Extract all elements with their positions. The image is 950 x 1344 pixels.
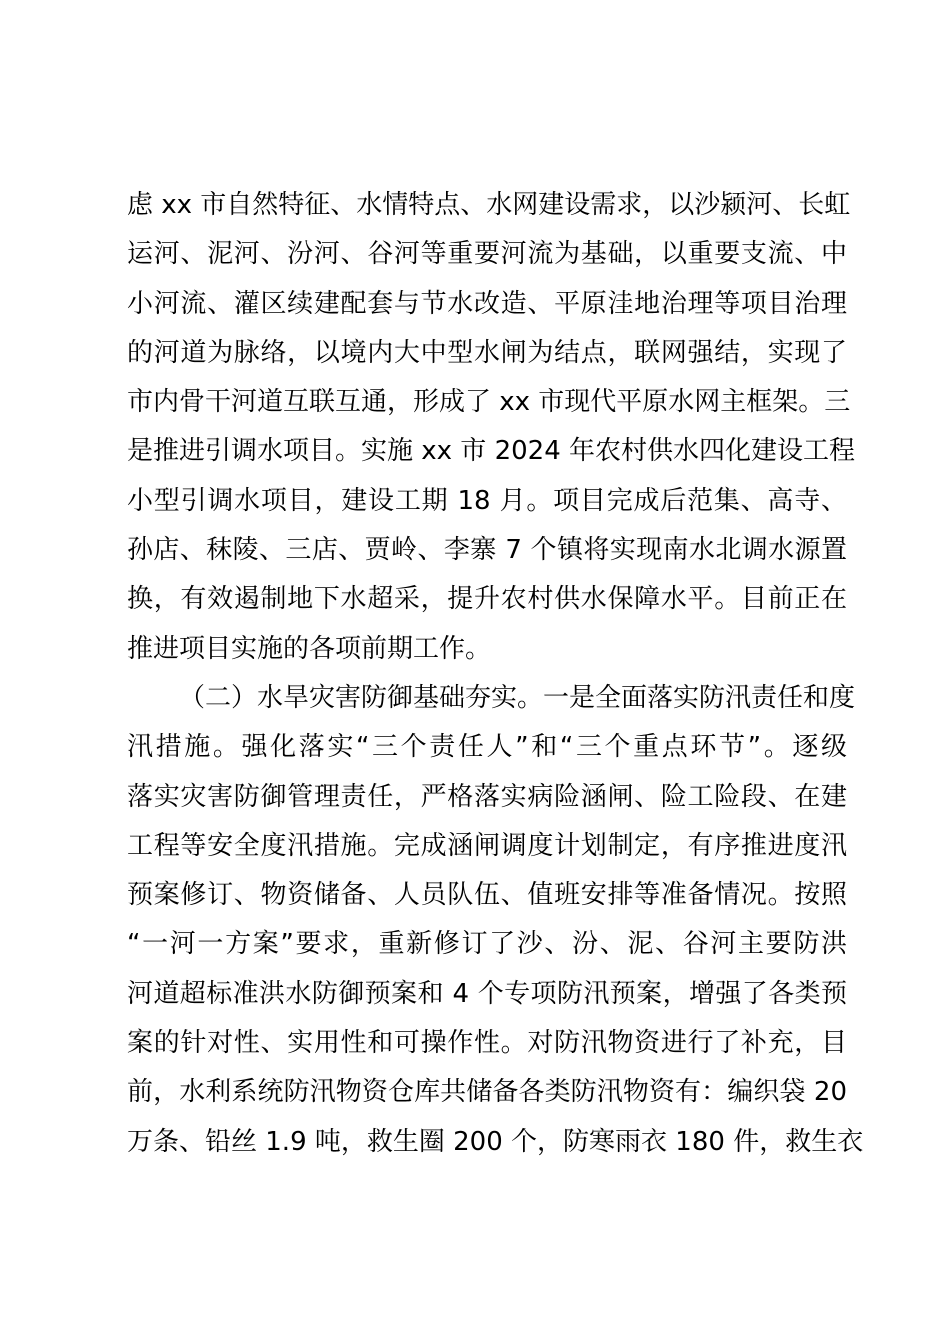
text-line: 汛措施。强化落实“三个责任人”和“三个重点环节”。逐级 [127,732,847,763]
text-line: 孙店、秣陵、三店、贾岭、李寨 7 个镇将实现南水北调水源置 [127,535,847,566]
body-text [127,181,864,1167]
text-line: 前，水利系统防汛物资仓库共储备各类防汛物资有：编织袋 20 [127,1077,847,1108]
text-line: 万条、铅丝 1.9 吨，救生圈 200 个，防寒雨衣 180 件，救生衣 [127,1126,864,1157]
text-line: 小型引调水项目，建设工期 18 月。项目完成后范集、高寺、 [127,485,847,516]
section-heading-line: （二）水旱灾害防御基础夯实。一是全面落实防汛责任和度 [179,682,856,713]
text-line: 案的针对性、实用性和可操作性。对防汛物资进行了补充，目 [127,1028,847,1059]
text-line: 工程等安全度汛措施。完成涵闸调度计划制定，有序推进度汛 [127,830,847,861]
text-line: 是推进引调水项目。实施 xx 市 2024 年农村供水四化建设工程 [127,436,856,467]
text-line: 的河道为脉络，以境内大中型水闸为结点，联网强结，实现了 [127,337,847,368]
text-line: 河道超标准洪水防御预案和 4 个专项防汛预案，增强了各类预 [127,978,847,1009]
paragraph-end-line: 推进项目实施的各项前期工作。 [127,633,492,664]
text-line: 落实灾害防御管理责任，严格落实病险涵闸、险工险段、在建 [127,781,847,812]
text-line: 预案修订、物资储备、人员队伍、值班安排等准备情况。按照 [127,880,847,911]
text-line: 虑 xx 市自然特征、水情特点、水网建设需求，以沙颍河、长虹 [127,190,851,220]
text-line: 市内骨干河道互联互通，形成了 xx 市现代平原水网主框架。三 [127,387,851,418]
text-line: 小河流、灌区续建配套与节水改造、平原洼地治理等项目治理 [127,288,847,319]
text-line: “一河一方案”要求，重新修订了沙、汾、泥、谷河主要防洪 [127,929,847,960]
text-line: 换，有效遏制地下水超采，提升农村供水保障水平。目前正在 [127,584,847,615]
text-line: 运河、泥河、汾河、谷河等重要河流为基础，以重要支流、中 [127,239,847,270]
